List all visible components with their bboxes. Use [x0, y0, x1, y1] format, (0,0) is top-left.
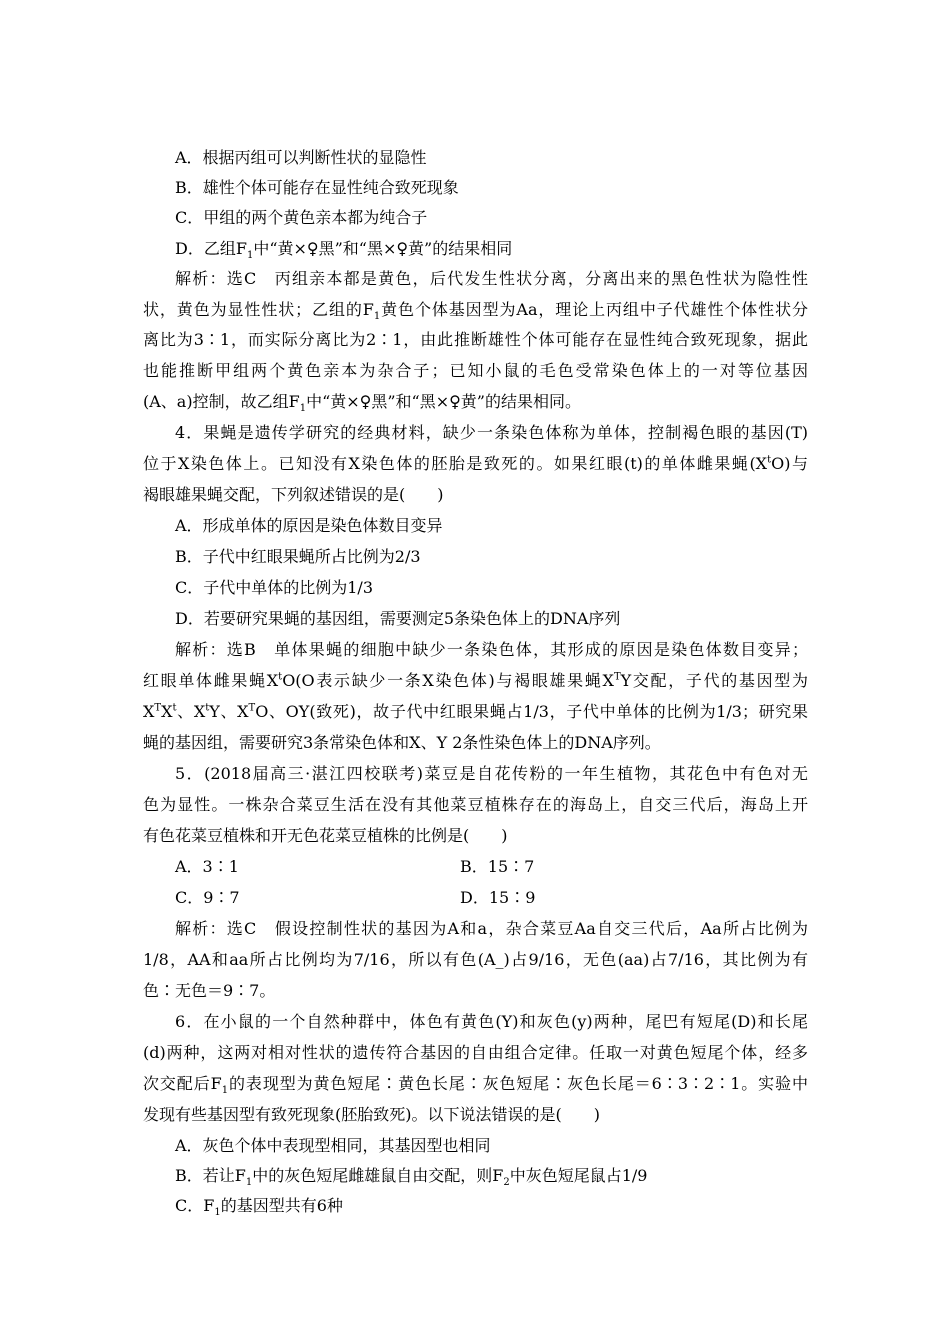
q3-analysis-line-2: 状，黄色为显性性状；乙组的$F_1$黄色个体基因型为Aa，理论上丙组中子代雄性个体性状分 — [143, 300, 808, 323]
q5-stem-line-3: 有色花菜豆植株和开无色花菜豆植株的比例是( ) — [143, 826, 508, 845]
q3-option-d: D．乙组$F_1$中“黄×♀黑”和“黑×♀黄”的结果相同 — [175, 239, 513, 262]
q4-analysis-line-2: 红眼单体雌果蝇$X^tO(O$表示缺少一条X染色体)与褐眼雄果蝇$X^TY$交配，子代的基因型为 — [143, 671, 808, 690]
q4-analysis-line-4: 蝇的基因组，需要研究3条常染色体和X、Y 2条性染色体上的DNA序列。 — [143, 733, 661, 752]
q3-option-c: C．甲组的两个黄色亲本都为纯合子 — [175, 208, 428, 227]
q4-option-c: C．子代中单体的比例为1/3 — [175, 578, 373, 597]
q5-stem-line-1: 5．(2018届高三·湛江四校联考)菜豆是自花传粉的一年生植物，其花色中有色对无 — [175, 764, 808, 783]
q5-stem-line-2: 色为显性。一株杂合菜豆生活在没有其他菜豆植株存在的海岛上，自交三代后，海岛上开 — [143, 795, 808, 814]
q6-stem-line-4: 发现有些基因型有致死现象(胚胎致死)。以下说法错误的是( ) — [143, 1105, 600, 1124]
q6-stem-line-3: 次交配后$F_1$的表现型为黄色短尾∶黄色长尾∶灰色短尾∶灰色长尾＝6∶3∶2∶1。实验中 — [143, 1074, 808, 1097]
q4-analysis-line-3: $X^TX^t$、$X^tY$、$X^TO$、OY(致死)，故子代中红眼果蝇占1/3，子代中单体的比例为1/3；研究果 — [143, 702, 808, 721]
q4-stem-line-2: 位于X染色体上。已知没有X染色体的胚胎是致死的。如果红眼(t)的单体雌果蝇$(X^tO)$与 — [143, 454, 808, 473]
q5-analysis-line-1: 解析：选C 假设控制性状的基因为A和a，杂合菜豆Aa自交三代后，Aa所占比例为 — [175, 919, 808, 938]
q5-option-a: A．3∶1 — [175, 857, 239, 876]
q5-option-d: D．15∶9 — [460, 888, 536, 907]
q5-analysis-line-2: 1/8，AA和aa所占比例均为7/16，所以有色(A_)占9/16，无色(aa)占7/16，其比例为有 — [143, 950, 808, 969]
q5-analysis-line-3: 色∶无色＝9∶7。 — [143, 981, 276, 1000]
q5-option-c: C．9∶7 — [175, 888, 240, 907]
q3-analysis-line-3: 离比为3∶1，而实际分离比为2∶1，由此推断雄性个体可能存在显性纯合致死现象，据此 — [143, 330, 808, 349]
q4-analysis-line-1: 解析：选B 单体果蝇的细胞中缺少一条染色体，其形成的原因是染色体数目变异； — [175, 640, 808, 659]
q3-analysis-line-5: (A、a)控制，故乙组$F_1$中“黄×♀黑”和“黑×♀黄”的结果相同。 — [143, 392, 581, 415]
q6-stem-line-1: 6．在小鼠的一个自然种群中，体色有黄色(Y)和灰色(y)两种，尾巴有短尾(D)和长尾 — [175, 1012, 808, 1031]
q4-stem-line-1: 4．果蝇是遗传学研究的经典材料，缺少一条染色体称为单体，控制褐色眼的基因(T) — [175, 423, 808, 442]
q4-option-d: D．若要研究果蝇的基因组，需要测定5条染色体上的DNA序列 — [175, 609, 621, 628]
q3-analysis-line-1: 解析：选C 丙组亲本都是黄色，后代发生性状分离，分离出来的黑色性状为隐性性 — [175, 269, 808, 288]
q3-analysis-line-4: 也能推断甲组两个黄色亲本为杂合子；已知小鼠的毛色受常染色体上的一对等位基因 — [143, 361, 808, 380]
q6-option-b: B．若让$F_1$中的灰色短尾雌雄鼠自由交配，则$F_2$中灰色短尾鼠占1/9 — [175, 1166, 648, 1189]
q4-option-a: A．形成单体的原因是染色体数目变异 — [175, 516, 443, 535]
q4-stem-line-3: 褐眼雄果蝇交配，下列叙述错误的是( ) — [143, 485, 444, 504]
q4-option-b: B．子代中红眼果蝇所占比例为2/3 — [175, 547, 421, 566]
q6-option-a: A．灰色个体中表现型相同，其基因型也相同 — [175, 1136, 491, 1155]
q6-option-c: C．$F_1$的基因型共有6种 — [175, 1196, 343, 1219]
q6-stem-line-2: (d)两种，这两对相对性状的遗传符合基因的自由组合定律。任取一对黄色短尾个体，经多 — [143, 1043, 808, 1062]
q5-option-b: B．15∶7 — [460, 857, 535, 876]
q3-option-b: B．雄性个体可能存在显性纯合致死现象 — [175, 178, 459, 197]
q3-option-a: A．根据丙组可以判断性状的显隐性 — [175, 148, 427, 167]
